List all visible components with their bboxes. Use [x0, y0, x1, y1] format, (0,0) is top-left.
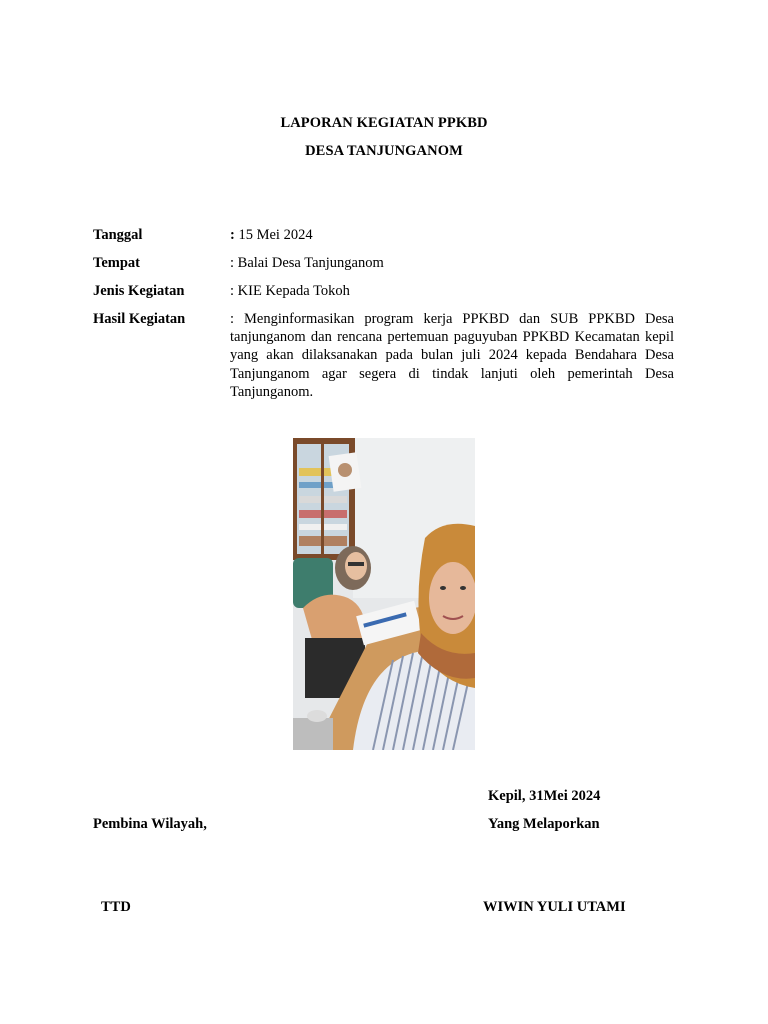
field-label-tempat: Tempat: [93, 255, 140, 271]
field-colon: :: [230, 227, 235, 243]
field-value-jenis-kegiatan: [230, 283, 350, 300]
signature-place-date: Kepil, 31Mei 2024: [488, 788, 601, 804]
field-colon: :: [230, 311, 235, 327]
field-label-jenis-kegiatan: Jenis Kegiatan: [93, 283, 185, 299]
signature-right-role: Yang Melaporkan: [488, 816, 600, 832]
signature-left-role: Pembina Wilayah,: [93, 816, 207, 832]
report-subtitle: DESA TANJUNGANOM: [305, 143, 463, 159]
field-value-hasil-kegiatan: [230, 310, 674, 401]
field-value-text: Menginformasikan program kerja PPKBD dan SUB PPKBD Desa tanjunganom dan rencana pertemuan paguyuban PPKBD Kecamatan kepil yang akan dilaksanakan pada bulan juli 2024 kepada Bendahara Desa Tanjunganom agar segera di tindak lanjuti oleh pemerintah Desa Tanjunganom.: [230, 311, 674, 400]
field-colon: :: [230, 283, 235, 299]
report-title: LAPORAN KEGIATAN PPKBD: [280, 115, 488, 131]
field-value-text: KIE Kepada Tokoh: [234, 283, 350, 299]
signature-left-name: TTD: [101, 899, 131, 915]
field-value-text: 15 Mei 2024: [234, 227, 313, 243]
field-value-tempat: [230, 255, 384, 272]
field-value-text: Balai Desa Tanjunganom: [234, 255, 384, 271]
activity-photo: [293, 438, 475, 750]
field-value-tanggal: [230, 227, 313, 244]
field-colon: :: [230, 255, 235, 271]
signature-right-name: WIWIN YULI UTAMI: [483, 899, 626, 915]
field-label-hasil-kegiatan: Hasil Kegiatan: [93, 311, 186, 327]
field-label-tanggal: Tanggal: [93, 227, 143, 243]
photo-illustration: [293, 438, 475, 750]
